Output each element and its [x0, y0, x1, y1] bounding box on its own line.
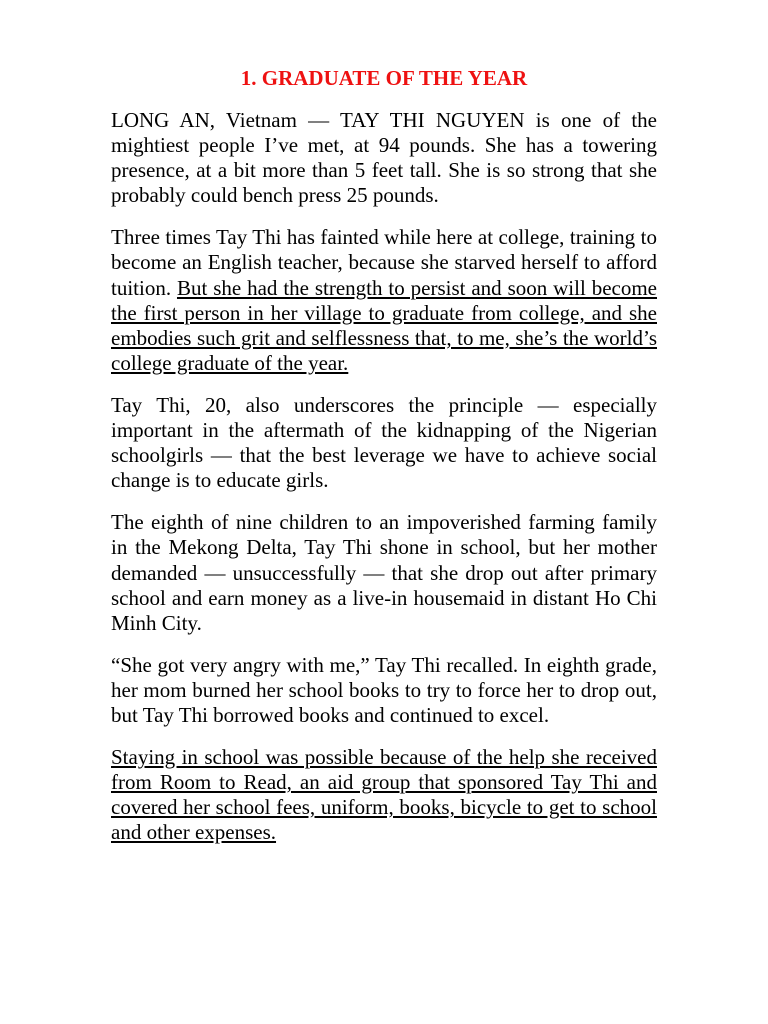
paragraph-text: Three times Tay Thi has fainted while here at college, training to become an English teacher, because she starved herself to afford tuition.	[111, 225, 657, 300]
paragraph-text: “She got very angry with me,” Tay Thi recalled. In eighth grade, her mom burned her school books to try to force her to drop out, but Tay Thi borrowed books and continued to excel.	[111, 652, 657, 727]
paragraph-angry	[111, 653, 657, 728]
article-title: 1. GRADUATE OF THE YEAR	[240, 66, 528, 90]
paragraph-intro	[111, 108, 657, 208]
paragraph-text: The eighth of nine children to an impoverished farming family in the Mekong Delta, Tay Thi shone in school, but her mother demanded — unsuccessfully — that she drop out after primary school and earn money as a live-in housemaid in distant Ho Chi Minh City.	[111, 510, 657, 635]
paragraph-fainted	[111, 225, 657, 376]
underlined-passage: Staying in school was possible because of the help she received from Room to Read, an aid group that sponsored Tay Thi and covered her school fees, uniform, books, bicycle to get to school and other expenses.	[111, 745, 657, 845]
paragraph-room-to-read	[111, 745, 657, 845]
document-page	[111, 66, 657, 862]
paragraph-text: Tay Thi, 20, also underscores the principle — especially important in the aftermath of the kidnapping of the Nigerian schoolgirls — that the best leverage we have to achieve social change is to educate girls.	[111, 392, 657, 493]
underlined-passage: But she had the strength to persist and soon will become the first person in her village to graduate from college, and she embodies such grit and selflessness that, to me, she’s the world’s college graduate of the year.	[111, 275, 657, 375]
paragraph-text: LONG AN, Vietnam — TAY THI NGUYEN is one of the mightiest people I’ve met, at 94 pounds. She has a towering presence, at a bit more than 5 feet tall. She is so strong that she probably could bench press 25 pounds.	[111, 108, 657, 208]
paragraph-principle	[111, 393, 657, 493]
paragraph-family	[111, 510, 657, 635]
